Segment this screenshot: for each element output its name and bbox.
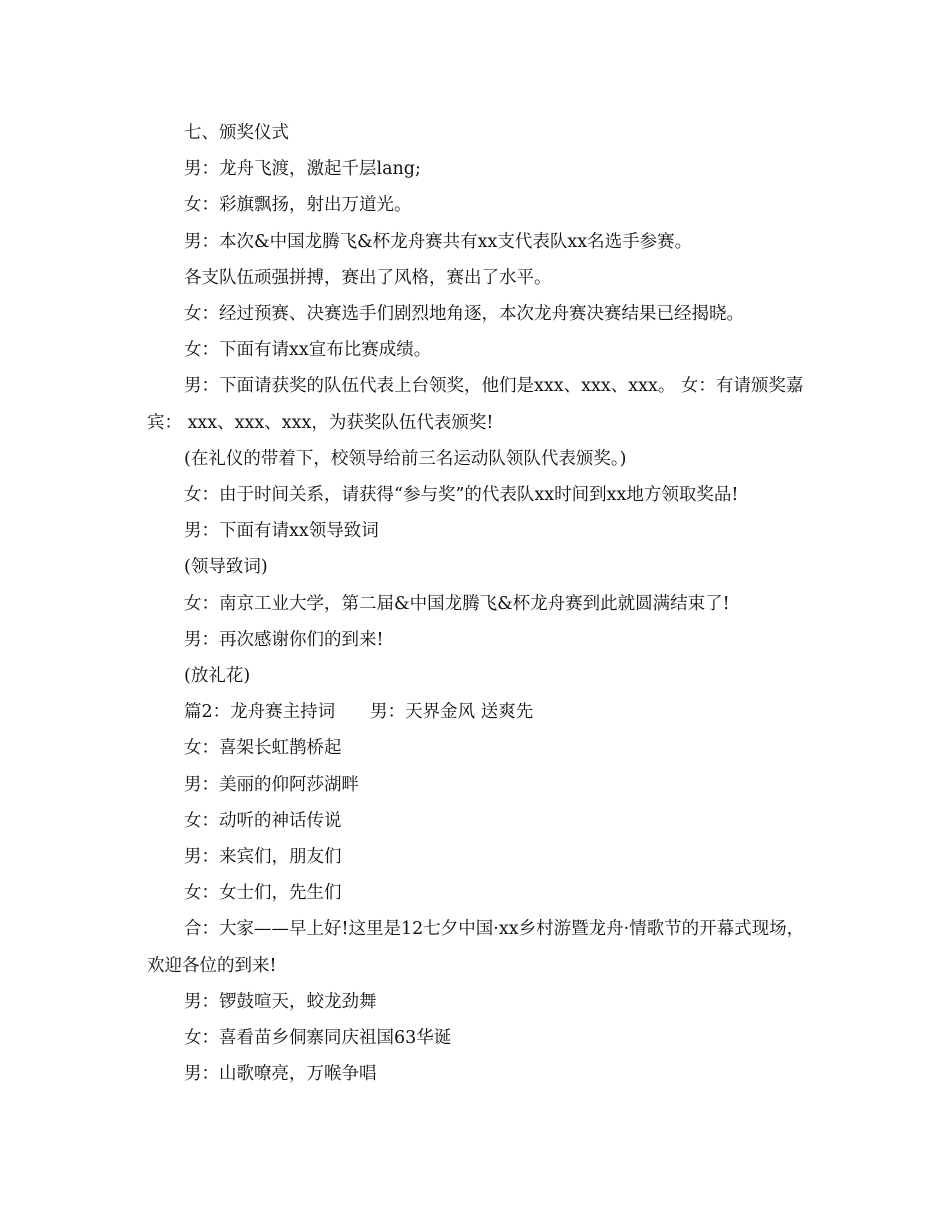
paragraph: 男：下面有请xx领导致词 [184,521,379,542]
paragraph: 女：彩旗飘扬，射出万道光。 [184,195,412,216]
paragraph: 女：南京工业大学，第二届&中国龙腾飞&杯龙舟赛到此就圆满结束了! [184,593,730,614]
paragraph: 女：动听的神话传说 [184,810,342,831]
section-heading: 七、颁奖仪式 [184,123,289,143]
paragraph: 男：龙舟飞渡，激起千层lang; [184,159,421,180]
paragraph: (领导致词) [184,557,268,578]
paragraph: 篇2：龙舟赛主持词 男：天界金风 送爽先 [184,702,534,723]
paragraph: 男：美丽的仰阿莎湖畔 [184,774,359,795]
paragraph: 女：下面有请xx宣布比赛成绩。 [184,340,432,361]
paragraph: 女：喜架长虹鹊桥起 [184,738,342,759]
paragraph: 男：来宾们，朋友们 [184,847,342,868]
paragraph: 男：山歌嘹亮，万喉争唱 [184,1064,377,1085]
paragraph: 女：女士们，先生们 [184,883,342,904]
paragraph: 女：经过预赛、决赛选手们剧烈地角逐，本次龙舟赛决赛结果已经揭晓。 [184,304,744,325]
paragraph: 各支队伍顽强拼搏，赛出了风格，赛出了水平。 [184,267,552,288]
paragraph: (放礼花) [184,666,251,687]
paragraph: 男：锣鼓喧天，蛟龙劲舞 [184,991,377,1012]
document-body [147,115,807,1092]
paragraph: 女：由于时间关系，请获得“参与奖”的代表队xx时间到xx地方领取奖品! [184,485,739,506]
paragraph: 女：喜看苗乡侗寨同庆祖国63华诞 [184,1028,452,1049]
paragraph: 男：本次&中国龙腾飞&杯龙舟赛共有xx支代表队xx名选手参赛。 [184,231,693,252]
paragraph: 男：再次感谢你们的到来! [184,629,384,650]
paragraph: (在礼仪的带着下，校领导给前三名运动队领队代表颁奖。) [184,448,627,469]
paragraph: 合：大家——早上好!这里是12七夕中国·xx乡村游暨龙舟·情歌节的开幕式现场，欢迎各位的到来! [147,919,805,976]
paragraph: 男：下面请获奖的队伍代表上台领奖，他们是xxx、xxx、xxx。 女：有请颁奖嘉宾： xxx、xxx、xxx，为获奖队伍代表颁奖! [147,376,804,433]
